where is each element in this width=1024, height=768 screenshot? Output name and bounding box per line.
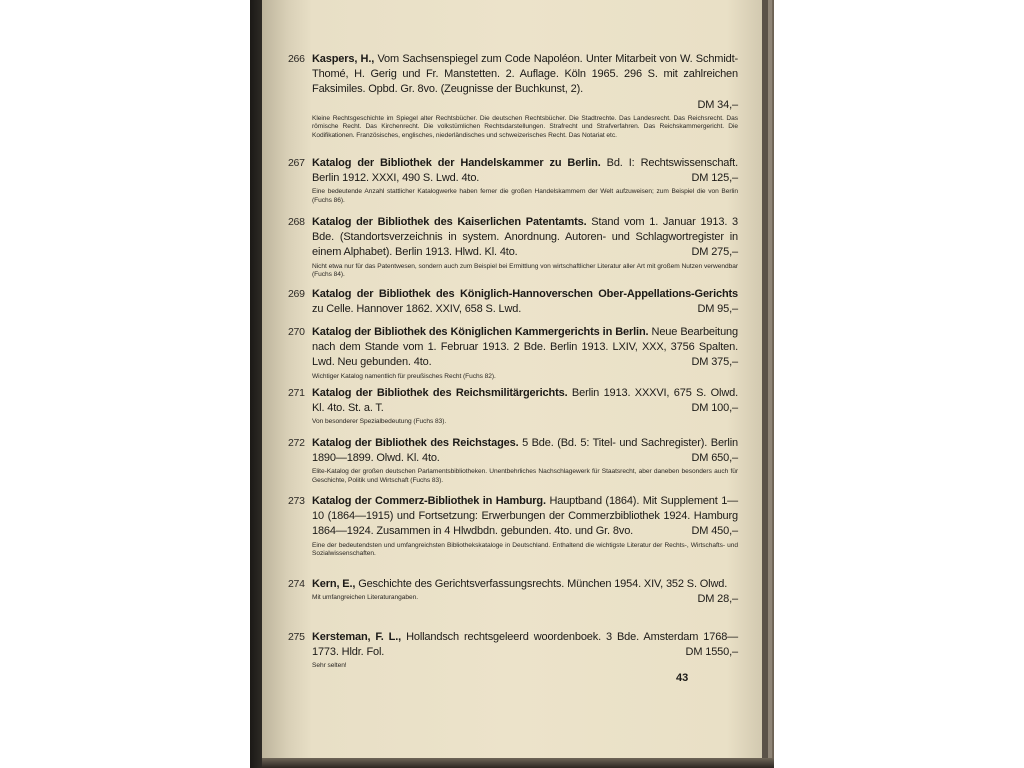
entry-price: DM 450,– — [691, 525, 738, 538]
entry-price: DM 1550,– — [685, 646, 738, 659]
entry-price: DM 95,– — [697, 303, 738, 316]
entry-number: 272 — [288, 437, 305, 449]
entry-description: Stand vom 1. Januar 1913. 3 Bde. (Standortsverzeichnis in system. Anordnung. Autoren- und Schlagwortregister in einem Alphabet). Berlin 1913. Hlwd. Kl. 4to. — [312, 216, 739, 259]
entry-note: Von besonderer Spezialbedeutung (Fuchs 83). — [312, 418, 447, 426]
entry-text — [312, 436, 738, 466]
entry-note: Mit umfangreichen Literaturangaben. — [312, 594, 419, 602]
entry-note: Sehr selten! — [312, 662, 347, 670]
entry-description: zu Celle. Hannover 1862. XXIV, 658 S. Lwd. — [312, 303, 522, 316]
catalog-entry — [288, 577, 738, 607]
entry-note: Nicht etwa nur für das Patentwesen, sondern auch zum Beispiel bei Ermittlung von wirtschaftlicher Literatur aller Art mit großem Nutzen verwendbar (Fuchs 84). — [312, 262, 738, 279]
entry-description: 5 Bde. (Bd. 5: Titel- und Sachregister). Berlin 1890—1899. Olwd. Kl. 4to. — [312, 437, 738, 465]
catalog-entry — [288, 287, 738, 317]
catalog-entry — [288, 215, 738, 280]
entry-number: 268 — [288, 216, 305, 228]
entry-price: DM 100,– — [691, 402, 738, 415]
entry-number: 266 — [288, 53, 305, 65]
entry-author: Katalog der Bibliothek des Königlich-Hannoverschen Ober-Appellations-Gerichts — [312, 288, 738, 300]
entry-author: Katalog der Bibliothek der Handelskammer zu Berlin. — [312, 157, 601, 169]
entry-number: 269 — [288, 288, 305, 300]
page-number: 43 — [676, 672, 689, 684]
entry-author: Kaspers, H., — [312, 53, 375, 65]
entry-text — [312, 386, 738, 416]
catalog-entry — [288, 494, 738, 559]
entry-note: Elite-Katalog der großen deutschen Parlamentsbibliotheken. Unentbehrliches Nachschlagewerk für Staatsrecht, aber daneben besonders auch für Geschichte, Politik und Wirtschaft (Fuchs 83). — [312, 468, 738, 484]
entry-note: Kleine Rechtsgeschichte im Spiegel alter Rechtsbücher. Die deutschen Rechtsbücher. Die Stadtrechte. Das Landesrecht. Das Reichsrecht. Das römische Recht. Das Kirchenrecht. Die volkstümlichen Rechtsdarstellungen. Strafrecht und Strafverfahren. Das Reichskammergericht. Die Kodifikationen. Französisches, englisches, niederländisches und schweizerisches Recht. Das Notariat etc. — [312, 114, 738, 139]
catalog-entry — [288, 52, 738, 141]
entry-note: Wichtiger Katalog namentlich für preußisches Recht (Fuchs 82). — [312, 372, 496, 380]
entry-text — [312, 494, 738, 540]
entry-description: Neue Bearbeitung nach dem Stande vom 1. Februar 1913. 2 Bde. Berlin 1913. LXIV, XXX, 3756 Spalten. Lwd. Neu gebunden. 4to. — [312, 326, 738, 369]
entry-description: Hollandsch rechtsgeleerd woordenboek. 3 Bde. Amsterdam 1768—1773. Hldr. Fol. — [312, 631, 739, 659]
catalog-entry — [288, 436, 738, 486]
page-edge-bottom — [262, 758, 774, 768]
entry-price: DM 650,– — [691, 452, 738, 465]
entry-author: Kersteman, F. L., — [312, 631, 402, 643]
entry-text — [312, 52, 738, 113]
entry-price: DM 375,– — [691, 356, 738, 369]
entry-description: Hauptband (1864). Mit Supplement 1—10 (1864—1915) und Fortsetzung: Erwerbungen der Commerzbibliothek 1924. Hamburg 1864—1924. Zusammen in 4 Hlwdbdn. gebunden. 4to. und Gr. 8vo. — [312, 495, 739, 538]
entry-number: 271 — [288, 387, 305, 399]
entry-price: DM 275,– — [691, 246, 738, 259]
entry-description: Bd. I: Rechtswissenschaft. Berlin 1912. XXXI, 490 S. Lwd. 4to. — [312, 157, 738, 185]
entry-description: Vom Sachsenspiegel zum Code Napoléon. Unter Mitarbeit von W. Schmidt-Thomé, H. Gerig und Fr. Manstetten. 2. Auflage. Köln 1965. 296 S. mit zahlreichen Faksimiles. Opbd. Gr. 8vo. (Zeugnisse der Buchkunst, 2). — [312, 53, 738, 96]
entry-description: Geschichte des Gerichtsverfassungsrechts. München 1954. XIV, 352 S. Olwd. — [358, 578, 728, 590]
entry-description: Berlin 1913. XXXVI, 675 S. Olwd. Kl. 4to. St. a. T. — [312, 387, 738, 415]
entry-number: 273 — [288, 495, 305, 507]
catalog-entry — [288, 325, 738, 381]
entry-author: Katalog der Bibliothek des Reichsmilitärgerichts. — [312, 387, 568, 399]
entry-author: Katalog der Bibliothek des Kaiserlichen Patentamts. — [312, 216, 587, 228]
entry-text — [312, 287, 738, 317]
entry-number: 267 — [288, 157, 305, 169]
entry-text — [312, 630, 738, 660]
entry-author: Katalog der Commerz-Bibliothek in Hamburg. — [312, 495, 546, 507]
catalog-page — [262, 0, 762, 758]
catalog-entry — [288, 630, 738, 671]
entry-number: 270 — [288, 326, 305, 338]
catalog-entry — [288, 156, 738, 206]
page-edge-right — [764, 0, 774, 768]
entry-number: 274 — [288, 578, 305, 590]
catalog-entry — [288, 386, 738, 427]
entry-author: Kern, E., — [312, 578, 356, 590]
entry-note: Eine der bedeutendsten und umfangreichsten Bibliothekskataloge in Deutschland. Enthaltend die wichtigste Literatur der Rechts-, Wirtschafts- und Sozialwissenschaften. — [312, 541, 738, 558]
entry-text — [312, 325, 738, 371]
entry-text — [312, 156, 738, 186]
entry-price: DM 34,– — [697, 98, 738, 111]
entry-text — [312, 215, 738, 261]
entry-author: Katalog der Bibliothek des Königlichen Kammergerichts in Berlin. — [312, 326, 649, 338]
entry-price: DM 28,– — [697, 593, 738, 606]
entry-author: Katalog der Bibliothek des Reichstages. — [312, 437, 519, 449]
entry-price: DM 125,– — [691, 172, 738, 185]
entry-note: Eine bedeutende Anzahl stattlicher Katalogwerke haben ferner die großen Handelskammern der Welt aufzuweisen; zum Beispiel die von Berlin (Fuchs 86). — [312, 188, 738, 204]
entry-number: 275 — [288, 631, 305, 643]
